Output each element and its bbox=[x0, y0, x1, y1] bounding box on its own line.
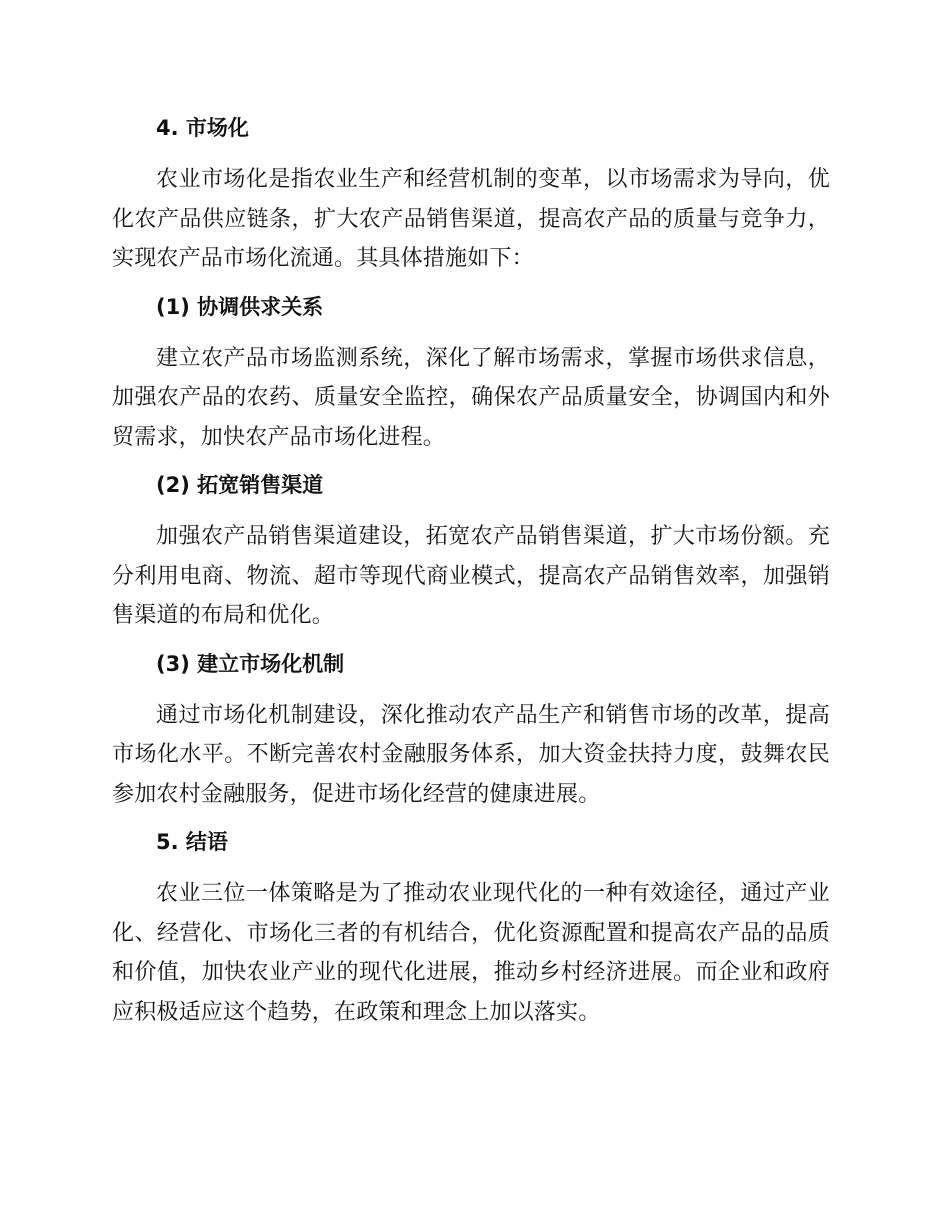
paragraph-supply-demand: 建立农产品市场监测系统，深化了解市场需求，掌握市场供求信息，加强农产品的农药、质量安全监控，确保农产品质量安全，协调国内和外贸需求，加快农产品市场化进程。 bbox=[112, 345, 830, 450]
document-page bbox=[112, 110, 830, 1042]
paragraph-marketization-intro: 农业市场化是指农业生产和经营机制的变革，以市场需求为导向，优化农产品供应链条，扩大农产品销售渠道，提高农产品的质量与竞争力，实现农产品市场化流通。其具体措施如下： bbox=[112, 167, 830, 271]
subsection-heading-sales-channels: (2) 拓宽销售渠道 bbox=[156, 473, 324, 497]
section-marketization bbox=[112, 110, 830, 279]
subsection-sales-channels bbox=[112, 467, 830, 636]
paragraph-market-mechanism: 通过市场化机制建设，深化推动农产品生产和销售市场的改革，提高市场化水平。不断完善农村金融服务体系，加大资金扶持力度，鼓舞农民参加农村金融服务，促进市场化经营的健康进展。 bbox=[112, 702, 830, 807]
subsection-supply-demand bbox=[112, 289, 830, 458]
section-conclusion bbox=[112, 824, 830, 1032]
paragraph-sales-channels: 加强农产品销售渠道建设，拓宽农产品销售渠道，扩大市场份额。充分利用电商、物流、超市等现代商业模式，提高农产品销售效率，加强销售渠道的布局和优化。 bbox=[112, 524, 830, 628]
section-heading-marketization: 4. 市场化 bbox=[156, 116, 249, 140]
section-heading-conclusion: 5. 结语 bbox=[156, 830, 228, 854]
subsection-market-mechanism bbox=[112, 646, 830, 815]
paragraph-conclusion: 农业三位一体策略是为了推动农业现代化的一种有效途径，通过产业化、经营化、市场化三者的有机结合，优化资源配置和提高农产品的品质和价值，加快农业产业的现代化进展，推动乡村经济进展。而企业和政府应积极适应这个趋势，在政策和理念上加以落实。 bbox=[112, 881, 830, 1025]
subsection-heading-market-mechanism: (3) 建立市场化机制 bbox=[156, 651, 345, 676]
subsection-heading-supply-demand: (1) 协调供求关系 bbox=[156, 294, 324, 319]
